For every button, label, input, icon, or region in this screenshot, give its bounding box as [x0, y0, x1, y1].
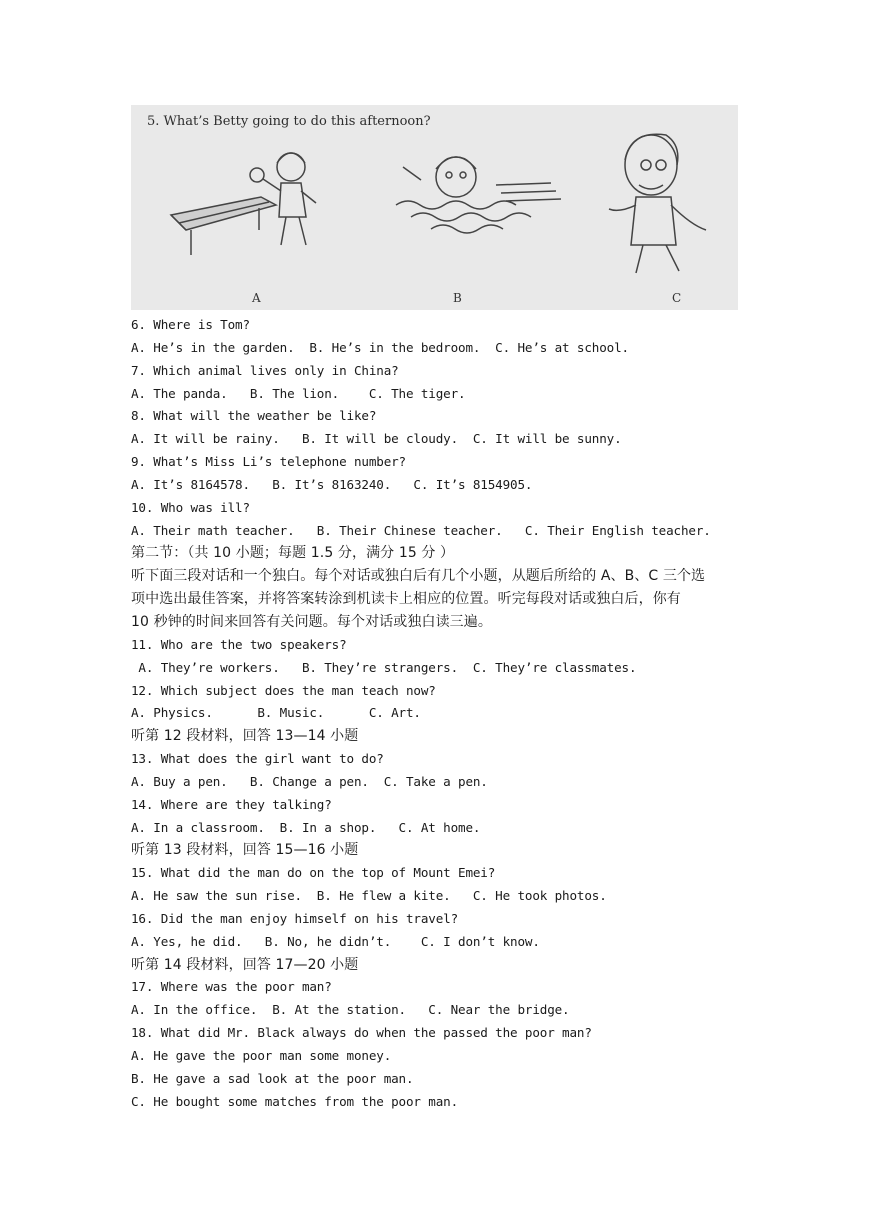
- question-line: A. It will be rainy. B. It will be cloudy. C. It will be sunny.: [131, 431, 622, 447]
- question-line: A. He gave the poor man some money.: [131, 1048, 392, 1063]
- question-5-text: 5. What’s Betty going to do this afternoon?: [147, 114, 431, 129]
- question-line: A. The panda. B. The lion. C. The tiger.: [131, 385, 466, 401]
- question-lines: [131, 314, 751, 1114]
- question-line: 14. Where are they talking?: [131, 796, 332, 812]
- question-line: 6. Where is Tom?: [131, 317, 250, 332]
- question-line: A. It’s 8164578. B. It’s 8163240. C. It’s 8154905.: [131, 476, 533, 492]
- section-instruction-line: 听第 13 段材料，回答 15—16 小题: [131, 842, 359, 859]
- picture-illustrations: [131, 105, 738, 310]
- question-line: 10. Who was ill?: [131, 499, 250, 515]
- swimming-picture: [396, 157, 561, 233]
- question-line: 17. Where was the poor man?: [131, 979, 332, 995]
- question-line: A. Their math teacher. B. Their Chinese teacher. C. Their English teacher.: [131, 522, 711, 538]
- picture-option-b: B: [453, 291, 462, 305]
- section-instruction-line: 10 秒钟的时间来回答有关问题。每个对话或独白读三遍。: [131, 613, 492, 630]
- question-line: 18. What did Mr. Black always do when the passed the poor man?: [131, 1025, 592, 1041]
- section-instruction-line: 第二节：（共 10 小题；每题 1.5 分，满分 15 分 ）: [131, 545, 455, 562]
- question-line: A. Yes, he did. B. No, he didn’t. C. I don’t know.: [131, 933, 540, 949]
- question-line: 8. What will the weather be like?: [131, 408, 377, 424]
- question-line: A. In a classroom. B. In a shop. C. At home.: [131, 819, 481, 835]
- question-line: A. He’s in the garden. B. He’s in the bedroom. C. He’s at school.: [131, 339, 629, 355]
- question-line: 11. Who are the two speakers?: [131, 636, 347, 652]
- question-line: A. In the office. B. At the station. C. Near the bridge.: [131, 1002, 570, 1018]
- question-line: 9. What’s Miss Li’s telephone number?: [131, 454, 406, 470]
- picture-option-c: C: [672, 291, 682, 305]
- question-line: 16. Did the man enjoy himself on his travel?: [131, 910, 459, 926]
- section-instruction-line: 项中选出最佳答案，并将答案转涂到机读卡上相应的位置。听完每段对话或独白后，你有: [131, 591, 681, 608]
- question-line: 7. Which animal lives only in China?: [131, 362, 399, 378]
- ping-pong-picture: [171, 153, 316, 255]
- question-line: A. Physics. B. Music. C. Art.: [131, 705, 421, 721]
- question-line: 15. What did the man do on the top of Mount Emei?: [131, 865, 496, 881]
- section-instruction-line: 听第 14 段材料，回答 17—20 小题: [131, 956, 359, 973]
- question-line: A. Buy a pen. B. Change a pen. C. Take a pen.: [131, 773, 488, 789]
- question-line: C. He bought some matches from the poor man.: [131, 1093, 459, 1109]
- question-5-picture: [131, 105, 738, 310]
- question-line: A. He saw the sun rise. B. He flew a kite. C. He took photos.: [131, 888, 607, 904]
- question-line: B. He gave a sad look at the poor man.: [131, 1070, 414, 1086]
- section-instruction-line: 听第 12 段材料，回答 13—14 小题: [131, 728, 359, 745]
- exam-page: [131, 105, 751, 1114]
- question-line: A. They’re workers. B. They’re strangers. C. They’re classmates.: [131, 659, 637, 675]
- section-instruction-line: 听下面三段对话和一个独白。每个对话或独白后有几个小题，从题后所给的 A、B、C 三个选: [131, 568, 706, 585]
- taichi-picture: [609, 134, 706, 273]
- question-line: 12. Which subject does the man teach now?: [131, 682, 436, 698]
- question-line: 13. What does the girl want to do?: [131, 751, 384, 767]
- picture-option-a: A: [252, 291, 261, 305]
